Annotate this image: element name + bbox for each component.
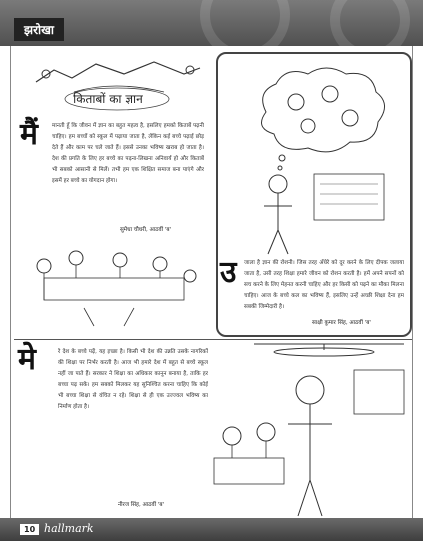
article-body: रे देश के बच्चे पढ़ें, यह इच्छा है। किसी भी देश की उन्नति उसके नागरिकों की शिक्षा पर निर्भर करती है। आज भी हमारे देश में बहुत से बच्चे स्कूल नहीं जा पाते हैं। सरकार ने शिक्षा का अधिकार कानून बनाया है, ताकि हर बच्चा पढ़ सके। हम सबको मिलकर यह सुनिश्चित करना चाहिए कि कोई भी बच्चा शिक्षा से वंचित न रहे। शिक्षा से ही एक उज्ज्वल भविष्य का निर्माण होता है। — [58, 349, 208, 410]
article-credit: नीरज सिंह, आठवीं 'ब' — [118, 502, 165, 508]
article-body: मानती हूँ कि जीवन में ज्ञान का बहुत महत्व है, इसलिए हमको किताबें पढ़नी चाहिए। हम बच्चों को स्कूल में पढ़ाया जाता है, लेकिन कई बच्चे पढ़ाई छोड़ देते हैं और काम पर चले जाते हैं। इससे उनका भविष्य खराब हो जाता है। देश की प्रगति के लिए हर बच्चे का पढ़ना-लिखना अनिवार्य हो और किताबें भी सबको आसानी से मिलें। तभी हम एक शिक्षित समाज बना पाएंगे और इसमें हर बच्चे का योगदान होगा। — [52, 123, 204, 184]
page-header — [0, 0, 423, 46]
dropcap: मैं — [20, 117, 38, 152]
section-title: झरोखा — [14, 18, 64, 41]
article-credit: सुमेधा चौधरी, आठवीं 'ब' — [120, 227, 172, 233]
page-number: 10 — [20, 524, 39, 535]
page-footer — [0, 518, 423, 541]
magazine-logo: hallmark — [44, 522, 94, 535]
article-title: किताबों का ज्ञान — [73, 92, 143, 106]
children-reading-illustration — [24, 238, 204, 328]
article-credit: साक्षी कुमार सिंह, आठवीं 'ब' — [312, 320, 371, 326]
dropcap: मे — [18, 342, 36, 377]
article-body: जाला है ज्ञान की रोशनी। जिस तरह अँधेरे को दूर करने के लिए दीपक जलाया जाता है, उसी तरह शिक्षा हमारे जीवन को रोशन करती है। हमें अपने सपनों को सच करने के लिए मेहनत करनी चाहिए और हर किसी को पढ़ने का मौका मिलना चाहिए। आज के बच्चे कल का भविष्य हैं, इसलिए उन्हें अच्छी शिक्षा देना हम सबकी जिम्मेदारी है। — [244, 260, 404, 310]
boy-with-books-illustration — [250, 150, 400, 260]
thought-cloud-illustration — [246, 62, 396, 162]
dropcap: उ — [220, 255, 237, 290]
classroom-illustration — [214, 340, 412, 518]
